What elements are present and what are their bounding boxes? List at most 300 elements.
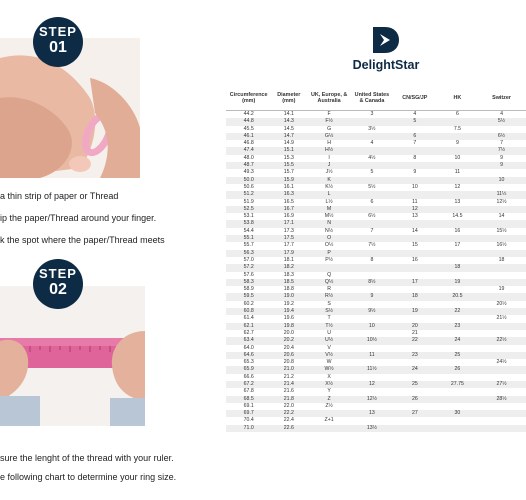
table-row — [226, 250, 526, 257]
cell-uk-size: X½ — [306, 381, 352, 388]
cell-hk-size — [438, 374, 477, 381]
cell-cn-size: 20 — [392, 323, 438, 330]
cell-diameter: 19.0 — [271, 293, 306, 300]
cell-diameter: 21.6 — [283, 388, 294, 395]
cell-swiss-size — [477, 323, 526, 330]
cell-cn-size: 27 — [392, 410, 438, 417]
cell-cn-size: 10 — [411, 183, 418, 190]
cell-diameter: 22.4 — [283, 417, 294, 424]
cell-swiss-size: 28½ — [477, 396, 526, 403]
cell-hk-size: 26 — [438, 366, 477, 373]
cell-circumference: 60.2 — [243, 300, 254, 307]
cell-uk-size: S½ — [306, 308, 352, 315]
header-cn-sg-jp: CN/SG/JP — [392, 86, 438, 111]
table-row — [226, 374, 526, 381]
cell-swiss-size — [477, 410, 526, 417]
cell-us-size: 6 — [370, 198, 374, 205]
cell-circumference: 44.8 — [226, 118, 271, 125]
cell-us-size: 11½ — [352, 366, 392, 373]
cell-hk-size — [438, 257, 477, 264]
cell-us-size: 8½ — [352, 279, 392, 286]
cell-swiss-size: 7 — [500, 140, 503, 147]
cell-cn-size: 8 — [413, 154, 417, 161]
cell-swiss-size: 7½ — [477, 147, 526, 154]
table-row — [226, 388, 526, 395]
cell-diameter: 17.9 — [271, 250, 306, 257]
cell-uk-size: J — [306, 162, 352, 169]
cell-diameter: 14.1 — [283, 111, 294, 117]
cell-swiss-size: 9 — [500, 154, 503, 161]
cell-uk-size: V — [327, 344, 331, 351]
cell-swiss-size — [477, 220, 526, 227]
step2-number: 02 — [49, 281, 67, 298]
chart-body — [226, 111, 526, 433]
ring-size-chart — [226, 86, 526, 432]
cell-hk-size — [438, 235, 477, 242]
table-row — [226, 381, 526, 388]
cell-circumference: 64.0 — [243, 344, 254, 351]
header-hk: HK — [438, 86, 477, 111]
table-row — [226, 293, 526, 300]
table-row — [226, 220, 526, 227]
cell-swiss-size: 18 — [498, 256, 505, 263]
table-row — [226, 228, 526, 235]
cell-circumference: 67.8 — [243, 388, 254, 395]
brand-name: DelightStar — [352, 58, 420, 72]
cell-swiss-size: 27½ — [477, 381, 526, 388]
cell-swiss-size — [477, 272, 526, 279]
cell-hk-size: 20.5 — [438, 293, 477, 300]
cell-diameter: 19.8 — [271, 323, 306, 330]
cell-uk-size: F½ — [306, 118, 352, 125]
cell-us-size: 10½ — [352, 337, 392, 344]
cell-diameter: 17.7 — [283, 242, 294, 249]
cell-diameter: 19.6 — [283, 315, 294, 322]
cell-us-size: 5½ — [368, 183, 376, 190]
step2-instruction-1: sure the lenght of the thread with your ruler. — [0, 453, 174, 463]
cell-hk-size — [438, 388, 477, 395]
cell-diameter: 14.3 — [271, 118, 306, 125]
cell-cn-size — [392, 272, 438, 279]
cell-cn-size: 9 — [413, 169, 417, 176]
cell-cn-size: 23 — [392, 352, 438, 359]
cell-swiss-size: 12½ — [496, 198, 507, 205]
header-circumference: Circumference (mm) — [226, 86, 271, 111]
cell-cn-size — [392, 403, 438, 410]
cell-uk-size: I — [328, 154, 330, 161]
cell-diameter: 14.5 — [283, 125, 294, 132]
cell-uk-size: R — [327, 286, 331, 293]
cell-swiss-size — [477, 366, 526, 373]
cell-circumference: 66.6 — [243, 373, 254, 380]
cell-swiss-size — [477, 352, 526, 359]
cell-swiss-size — [477, 388, 526, 395]
cell-circumference: 45.5 — [243, 125, 254, 132]
cell-us-size — [352, 177, 392, 184]
cell-us-size: 4 — [370, 140, 374, 147]
cell-circumference: 55.1 — [226, 235, 271, 242]
cell-diameter: 15.3 — [283, 154, 294, 161]
cell-uk-size: M½ — [324, 213, 334, 220]
cell-us-size — [352, 403, 392, 410]
cell-diameter: 17.1 — [271, 220, 306, 227]
step2-badge — [33, 259, 83, 309]
cell-swiss-size: 19 — [498, 286, 505, 293]
cell-cn-size: 17 — [392, 279, 438, 286]
cell-circumference: 57.2 — [226, 264, 271, 271]
cell-cn-size — [392, 147, 438, 154]
cell-circumference: 69.1 — [243, 402, 254, 409]
cell-us-size — [352, 301, 392, 308]
cell-cn-size — [392, 359, 438, 366]
cell-circumference: 60.8 — [226, 308, 271, 315]
cell-hk-size — [438, 425, 477, 432]
cell-us-size — [352, 162, 392, 169]
table-row — [226, 213, 526, 220]
cell-hk-size — [438, 162, 477, 169]
cell-hk-size — [438, 118, 477, 125]
cell-uk-size: F — [327, 111, 331, 117]
cell-swiss-size: 11½ — [477, 191, 526, 198]
cell-us-size: 5 — [370, 169, 374, 176]
cell-diameter: 16.3 — [271, 191, 306, 198]
cell-us-size: 11 — [352, 352, 392, 359]
cell-hk-size — [438, 417, 477, 424]
cell-cn-size — [392, 425, 438, 432]
cell-diameter: 16.9 — [283, 213, 294, 220]
cell-uk-size: S — [327, 300, 331, 307]
cell-diameter: 16.1 — [283, 183, 294, 190]
cell-cn-size — [392, 250, 438, 257]
cell-diameter: 15.7 — [283, 169, 294, 176]
cell-us-size — [352, 345, 392, 352]
cell-uk-size: N½ — [325, 227, 334, 234]
step1-instruction-2: ip the paper/Thread around your finger. — [0, 213, 157, 223]
cell-hk-size: 6 — [455, 111, 459, 117]
cell-circumference: 48.0 — [243, 154, 254, 161]
cell-diameter: 21.8 — [271, 396, 306, 403]
cell-uk-size: V½ — [306, 352, 352, 359]
cell-diameter: 14.9 — [283, 140, 294, 147]
table-row — [226, 315, 526, 322]
cell-circumference: 55.7 — [243, 242, 254, 249]
cell-swiss-size: 22½ — [477, 337, 526, 344]
cell-us-size — [352, 272, 392, 279]
cell-hk-size: 24 — [438, 337, 477, 344]
cell-us-size — [352, 250, 392, 257]
cell-us-size: 6½ — [368, 213, 376, 220]
cell-hk-size — [438, 272, 477, 279]
cell-diameter: 19.4 — [271, 308, 306, 315]
cell-hk-size — [438, 315, 477, 322]
cell-circumference: 53.8 — [226, 220, 271, 227]
cell-diameter: 16.5 — [283, 198, 294, 205]
cell-swiss-size: 4 — [500, 111, 503, 117]
cell-cn-size — [392, 345, 438, 352]
header-uk-europe-australia: UK, Europe, & Australia — [306, 86, 352, 111]
cell-hk-size — [438, 220, 477, 227]
table-row — [226, 147, 526, 154]
cell-cn-size — [392, 235, 438, 242]
cell-us-size — [352, 220, 392, 227]
cell-us-size: 12½ — [352, 396, 392, 403]
cell-uk-size: W — [326, 359, 332, 366]
cell-circumference: 51.2 — [226, 191, 271, 198]
cell-uk-size: T — [327, 315, 331, 322]
step1-word: STEP — [39, 24, 77, 39]
step1-instruction-1: a thin strip of paper or Thread — [0, 191, 119, 201]
cell-us-size — [352, 147, 392, 154]
cell-circumference: 51.9 — [243, 198, 254, 205]
cell-circumference: 59.5 — [226, 293, 271, 300]
cell-circumference: 71.0 — [226, 425, 271, 432]
cell-circumference: 57.0 — [243, 256, 254, 263]
cell-circumference: 56.3 — [226, 250, 271, 257]
cell-cn-size — [392, 301, 438, 308]
table-row — [226, 264, 526, 271]
table-row — [226, 345, 526, 352]
table-row — [226, 191, 526, 198]
cell-swiss-size — [477, 417, 526, 424]
cell-circumference: 62.1 — [226, 323, 271, 330]
cell-cn-size: 14 — [411, 227, 418, 234]
table-row — [226, 323, 526, 330]
cell-hk-size: 11 — [454, 169, 461, 176]
cell-diameter: 20.0 — [283, 329, 294, 336]
cell-circumference: 47.4 — [226, 147, 271, 154]
cell-diameter: 20.4 — [283, 344, 294, 351]
table-row — [226, 184, 526, 191]
cell-us-size: 9 — [352, 293, 392, 300]
cell-hk-size — [438, 133, 477, 140]
step1-badge — [33, 17, 83, 67]
cell-us-size: 8 — [370, 256, 374, 263]
header-us-canada: United States & Canada — [352, 86, 392, 111]
cell-uk-size: L — [306, 191, 352, 198]
cell-uk-size: M — [306, 206, 352, 213]
cell-cn-size — [392, 417, 438, 424]
table-row — [226, 111, 526, 119]
table-row — [226, 133, 526, 140]
cell-circumference: 44.2 — [243, 111, 254, 117]
cell-diameter: 15.1 — [271, 147, 306, 154]
cell-swiss-size: 6½ — [477, 133, 526, 140]
cell-circumference: 57.6 — [243, 271, 254, 278]
cell-cn-size — [392, 191, 438, 198]
cell-us-size — [352, 118, 392, 125]
cell-hk-size: 18 — [438, 264, 477, 271]
cell-cn-size: 11 — [412, 198, 418, 205]
cell-diameter: 22.0 — [283, 402, 294, 409]
cell-uk-size: O½ — [324, 242, 334, 249]
cell-uk-size: H½ — [306, 147, 352, 154]
cell-us-size — [352, 133, 392, 140]
cell-swiss-size: 9 — [477, 162, 526, 169]
cell-hk-size: 22 — [438, 308, 477, 315]
cell-uk-size: T½ — [306, 323, 352, 330]
cell-swiss-size: 20½ — [496, 300, 507, 307]
cell-diameter: 21.4 — [271, 381, 306, 388]
cell-cn-size: 5 — [392, 118, 438, 125]
cell-hk-size: 16 — [454, 227, 461, 234]
cell-uk-size: L½ — [325, 198, 333, 205]
cell-uk-size: O — [306, 235, 352, 242]
cell-hk-size — [438, 177, 477, 184]
cell-circumference: 52.5 — [226, 206, 271, 213]
cell-cn-size: 7 — [413, 140, 417, 147]
cell-hk-size: 12 — [454, 183, 461, 190]
cell-diameter: 20.8 — [283, 359, 294, 366]
cell-diameter: 22.2 — [271, 410, 306, 417]
cell-swiss-size — [477, 374, 526, 381]
cell-diameter: 17.5 — [271, 235, 306, 242]
cell-cn-size — [392, 374, 438, 381]
cell-circumference: 69.7 — [226, 410, 271, 417]
cell-swiss-size — [477, 264, 526, 271]
cell-uk-size: P½ — [325, 256, 333, 263]
cell-hk-size — [438, 301, 477, 308]
cell-cn-size — [392, 162, 438, 169]
cell-diameter: 18.3 — [283, 271, 294, 278]
table-row — [226, 425, 526, 432]
cell-cn-size — [392, 220, 438, 227]
cell-diameter: 22.6 — [271, 425, 306, 432]
cell-hk-size — [438, 330, 477, 337]
cell-uk-size: Z — [306, 396, 352, 403]
cell-us-size: 7½ — [368, 242, 376, 249]
cell-uk-size: Q — [327, 271, 332, 278]
table-row — [226, 308, 526, 315]
cell-hk-size: 23 — [438, 323, 477, 330]
cell-us-size — [352, 286, 392, 293]
cell-us-size: 10 — [352, 323, 392, 330]
cell-swiss-size — [477, 169, 526, 176]
cell-circumference: 50.0 — [226, 177, 271, 184]
cell-diameter: 21.2 — [283, 373, 294, 380]
cell-us-size: 13½ — [352, 425, 392, 432]
table-row — [226, 337, 526, 344]
cell-hk-size: 7.5 — [453, 125, 462, 132]
cell-uk-size — [306, 425, 352, 432]
cell-us-size: 9½ — [352, 308, 392, 315]
cell-hk-size: 19 — [438, 279, 477, 286]
cell-circumference: 65.9 — [226, 366, 271, 373]
cell-circumference: 54.4 — [243, 227, 254, 234]
cell-uk-size: J½ — [325, 169, 333, 176]
cell-diameter: 19.2 — [283, 300, 294, 307]
table-row — [226, 140, 526, 147]
cell-swiss-size: 16½ — [496, 242, 507, 249]
cell-uk-size: Y — [327, 388, 331, 395]
cell-hk-size: 30 — [438, 410, 477, 417]
cell-diameter: 16.7 — [271, 206, 306, 213]
cell-us-size — [352, 417, 392, 424]
table-row — [226, 279, 526, 286]
cell-diameter: 20.6 — [271, 352, 306, 359]
table-row — [226, 272, 526, 279]
cell-hk-size: 10 — [454, 154, 461, 161]
cell-cn-size: 16 — [411, 256, 418, 263]
cell-cn-size — [392, 315, 438, 322]
cell-us-size: 12 — [352, 381, 392, 388]
cell-us-size — [352, 191, 392, 198]
cell-diameter: 14.7 — [271, 133, 306, 140]
cell-hk-size — [438, 359, 477, 366]
cell-us-size — [352, 388, 392, 395]
cell-cn-size: 15 — [411, 242, 418, 249]
cell-uk-size: Z+1 — [324, 417, 334, 424]
cell-swiss-size — [477, 403, 526, 410]
cell-uk-size: K — [306, 177, 352, 184]
cell-circumference: 50.6 — [243, 183, 254, 190]
cell-circumference: 67.2 — [226, 381, 271, 388]
cell-hk-size — [438, 206, 477, 213]
step2-photo — [0, 286, 145, 426]
cell-us-size: 13 — [352, 410, 392, 417]
cell-swiss-size — [477, 425, 526, 432]
cell-uk-size: W½ — [306, 366, 352, 373]
cell-uk-size: H — [327, 140, 331, 147]
cell-uk-size — [306, 410, 352, 417]
table-row — [226, 169, 526, 176]
table-row — [226, 286, 526, 293]
cell-circumference: 58.3 — [226, 279, 271, 286]
cell-hk-size — [438, 345, 477, 352]
table-row — [226, 206, 526, 213]
header-switzerland: Switzer — [477, 86, 526, 111]
cell-cn-size: 19 — [392, 308, 438, 315]
cell-swiss-size: 10 — [477, 177, 526, 184]
cell-hk-size — [438, 250, 477, 257]
cell-circumference: 53.1 — [243, 213, 254, 220]
cell-cn-size: 6 — [392, 133, 438, 140]
table-row — [226, 162, 526, 169]
cell-swiss-size — [477, 293, 526, 300]
cell-hk-size — [438, 147, 477, 154]
cell-hk-size: 9 — [455, 140, 459, 147]
table-row — [226, 417, 526, 424]
cell-cn-size: 4 — [413, 111, 417, 117]
table-row — [226, 118, 526, 125]
cell-swiss-size: 5½ — [477, 118, 526, 125]
cell-cn-size: 12 — [392, 206, 438, 213]
cell-uk-size: P — [306, 250, 352, 257]
cell-swiss-size — [477, 206, 526, 213]
cell-cn-size: 25 — [392, 381, 438, 388]
cell-cn-size — [392, 388, 438, 395]
table-row — [226, 352, 526, 359]
cell-hk-size: 14.5 — [452, 213, 463, 220]
cell-diameter: 15.9 — [271, 177, 306, 184]
cell-us-size: 3½ — [368, 125, 376, 132]
cell-uk-size: K½ — [325, 183, 333, 190]
cell-circumference: 49.3 — [243, 169, 254, 176]
cell-us-size: 3 — [370, 111, 374, 117]
step1-number: 01 — [49, 39, 67, 56]
cell-circumference: 70.4 — [243, 417, 254, 424]
cell-uk-size — [306, 264, 352, 271]
cell-circumference: 61.4 — [243, 315, 254, 322]
cell-circumference: 62.7 — [243, 329, 254, 336]
cell-diameter: 18.8 — [283, 286, 294, 293]
cell-circumference: 46.8 — [243, 140, 254, 147]
cell-hk-size — [438, 396, 477, 403]
table-row — [226, 126, 526, 133]
step1-instruction-3: k the spot where the paper/Thread meets — [0, 235, 165, 245]
ds-monogram-icon — [371, 26, 401, 54]
table-row — [226, 396, 526, 403]
table-row — [226, 177, 526, 184]
